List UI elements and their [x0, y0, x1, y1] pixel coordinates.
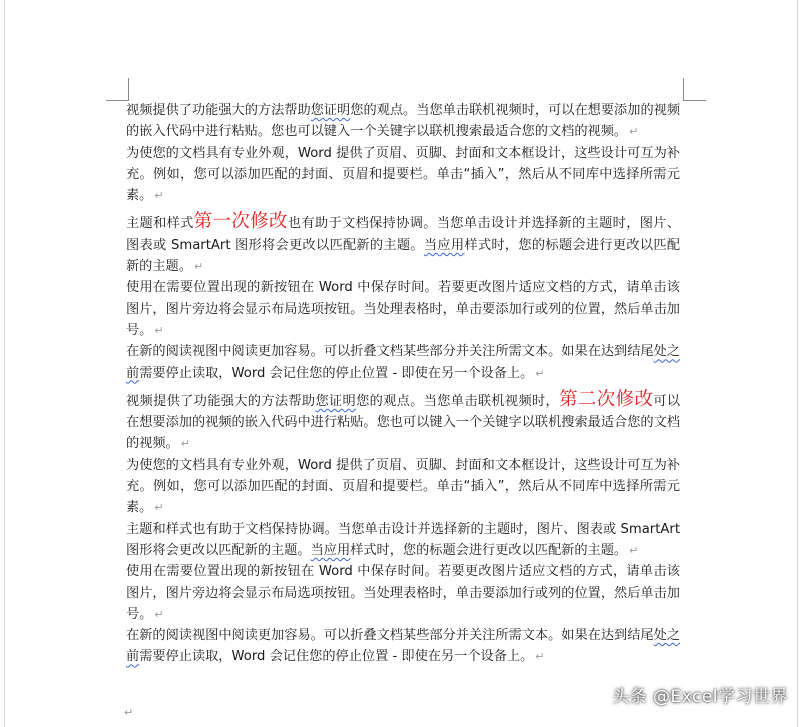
paragraph-text: 为使您的文档具有专业外观，Word 提供了页眉、页脚、封面和文本框设计，这些设计可互为补充。例如，您可以添加匹配的封面、页眉和提要栏。单击“插入”，然后从不同库中选择所需元素。: [126, 457, 680, 516]
margin-corner-top-right: [683, 78, 706, 101]
revision-marker: 第二次修改: [559, 388, 654, 410]
document-body[interactable]: [126, 100, 680, 668]
paragraph-mark-icon: ↵: [154, 323, 164, 337]
paragraph-text: 主题和样式: [126, 216, 194, 232]
paragraph-mark-icon: ↵: [629, 125, 639, 139]
paragraph-mark-icon: ↵: [154, 189, 164, 203]
paragraph-text: 在新的阅读视图中阅读更加容易。可以折叠文档某些部分并关注所需文本。如果在达到结尾: [126, 344, 654, 360]
grammar-flagged-text: 处之前: [126, 344, 681, 381]
source-watermark: 头条 @Excel学习世界: [612, 687, 788, 707]
paragraph[interactable]: [126, 277, 680, 341]
paragraph-text: 使用在需要位置出现的新按钮在 Word 中保存时间。若要更改图片适应文档的方式，请单击该图片，图片旁边将会显示布局选项按钮。当处理表格时，单击要添加行或列的位置，然后单击加号。: [126, 280, 680, 338]
paragraph-mark-icon: ↵: [124, 706, 134, 719]
paragraph[interactable]: [126, 100, 680, 143]
paragraph-text: 主题和样式也有助于文档保持协调。当您单击设计并选择新的主题时，图片、图表或 SmartArt 图形将会更改以匹配新的主题。: [126, 521, 680, 558]
paragraph[interactable]: [126, 389, 680, 455]
paragraph-mark-icon: ↵: [535, 650, 545, 664]
paragraph[interactable]: [126, 211, 680, 277]
paragraph-text: 需要停止读取，Word 会记住您的停止位置 - 即使在另一个设备上。: [139, 365, 534, 381]
paragraph-text: 也有助于文档保持协调。当您单击设计并选择新的主题时，图片、图表或 SmartArt 图形将会更改以匹配新的主题。: [126, 216, 681, 253]
paragraph[interactable]: [126, 455, 680, 519]
paragraph-mark-icon: ↵: [180, 437, 190, 451]
paragraph-mark-icon: ↵: [535, 366, 545, 380]
revision-marker: 第一次修改: [193, 211, 288, 233]
paragraph[interactable]: [126, 561, 680, 625]
grammar-flagged-text: 当应用: [310, 542, 351, 558]
paragraph-text: 为使您的文档具有专业外观，Word 提供了页眉、页脚、封面和文本框设计，这些设计可互为补充。例如，您可以添加匹配的封面、页眉和提要栏。单击“插入”，然后从不同库中选择所需元素。: [126, 145, 680, 204]
paragraph-text: 需要停止读取，Word 会记住您的停止位置 - 即使在另一个设备上。: [139, 649, 534, 665]
paragraph[interactable]: [126, 341, 680, 384]
paragraph[interactable]: [126, 519, 680, 562]
grammar-flagged-text: 处之前: [126, 628, 681, 665]
paragraph-mark-icon: ↵: [193, 260, 204, 274]
paragraph-mark-icon: ↵: [154, 607, 164, 621]
paragraph-text: 视频提供了功能强大的方法帮助: [126, 393, 316, 409]
margin-corner-top-left: [106, 78, 129, 101]
paragraph-text: 视频提供了功能强大的方法帮助: [126, 103, 311, 118]
paragraph-text: 可以在想要添加的视频的嵌入代码中进行粘贴。您也可以键入一个关键字以联机搜索最适合您的文档的视频。: [126, 393, 681, 452]
paragraph[interactable]: [126, 143, 680, 207]
paragraph-text: 样式时，您的标题会进行更改以匹配新的主题。: [126, 237, 681, 275]
paragraph[interactable]: [126, 625, 680, 668]
paragraph-mark-icon: ↵: [154, 501, 164, 515]
paragraph-mark-icon: ↵: [629, 543, 639, 557]
paragraph-text: 在新的阅读视图中阅读更加容易。可以折叠文档某些部分并关注所需文本。如果在达到结尾: [126, 628, 654, 644]
paragraph-text: 样式时，您的标题会进行更改以匹配新的主题。: [350, 542, 628, 558]
paragraph-text: 您的观点。当您单击联机视频时，可以在想要添加的视频的嵌入代码中进行粘贴。您也可以键入一个关键字以联机搜索最适合您的文档的视频。: [126, 103, 681, 140]
grammar-flagged-text: 您证明: [310, 103, 351, 118]
grammar-flagged-text: 当应用: [423, 237, 465, 253]
paragraph-text: 您的观点。当您单击联机视频时，: [356, 393, 560, 409]
paragraph-text: 使用在需要位置出现的新按钮在 Word 中保存时间。若要更改图片适应文档的方式，请单击该图片，图片旁边将会显示布局选项按钮。当处理表格时，单击要添加行或列的位置，然后单击加号。: [126, 564, 680, 622]
grammar-flagged-text: 您证明: [315, 393, 357, 409]
